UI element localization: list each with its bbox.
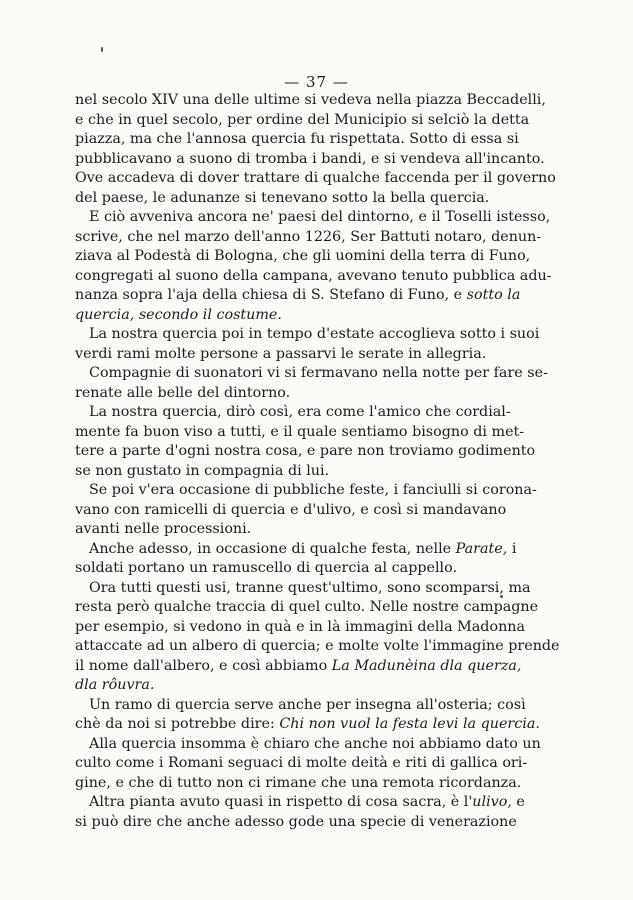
- text-line: [75, 306, 503, 326]
- text-line: [75, 657, 522, 677]
- text-run: tere a parte d'ogni nostra cosa, e pare non troviamo godimento: [75, 443, 536, 459]
- text-line: [75, 618, 526, 638]
- text-line: [75, 130, 519, 150]
- text-run: avanti nelle processioni.: [75, 521, 252, 537]
- text-line: [75, 481, 537, 501]
- text-run: attaccate ad un albero di quercia; e molte volte l'immagine prende: [75, 638, 560, 654]
- text-run: resta però qualche traccia di quel culto. Nelle nostre campagne: [75, 599, 539, 615]
- text-line: [75, 501, 507, 521]
- text-run: per esempio, si vedono in quà e in là immagini della Madonna: [75, 618, 526, 635]
- text-line: [75, 520, 503, 540]
- text-line: [75, 228, 542, 248]
- text-line: [75, 540, 517, 560]
- body-text: [75, 91, 560, 832]
- text-run: ziava al Podestà di Bologna, che gli uomini della terra di Funo,: [75, 248, 531, 264]
- text-run: se non gustato in compagnia di lui.: [75, 462, 330, 479]
- text-run: Ove accadeva di dover trattare di qualche faccenda per il governo: [75, 170, 556, 186]
- text-run: culto come i Romani seguaci di molte deità e riti di gallica ori-: [75, 755, 528, 771]
- text-run: scrive, che nel marzo dell'anno 1226, Ser Battuti notaro, denun-: [75, 228, 542, 245]
- text-run: La nostra quercia poi in tempo d'estate accoglieva sotto i suoi: [89, 326, 540, 342]
- text-line: [75, 189, 503, 209]
- text-line: [75, 325, 540, 345]
- text-run: nel secolo XIV una delle ultime si vedeva nella piazza Beccadelli,: [75, 92, 546, 108]
- text-run: mente fa buon viso a tutti, e il quale sentiamo bisogno di met-: [75, 423, 525, 440]
- page-number: — 37 —: [284, 73, 349, 91]
- text-line: [75, 696, 526, 716]
- text-run: Un ramo di quercia serve anche per insegna all'osteria; così: [89, 696, 526, 713]
- italic-text: quercia, secondo il costume.: [75, 306, 282, 323]
- text-run: renate alle belle del dintorno.: [75, 384, 291, 401]
- text-run: e: [511, 794, 525, 810]
- text-line: [75, 403, 511, 423]
- text-run: Altra pianta avuto quasi in rispetto di cosa sacra, è l': [89, 794, 473, 810]
- text-line: [75, 286, 521, 306]
- text-line: [75, 91, 546, 111]
- text-run: Anche adesso, in occasione di qualche festa, nelle: [89, 540, 456, 557]
- text-line: [75, 423, 525, 443]
- text-line: [75, 247, 531, 267]
- text-line: [75, 774, 522, 794]
- text-run: verdi rami molte persone a passarvi le serate in allegria.: [75, 345, 487, 362]
- italic-text: La Madunèina dla querza,: [331, 657, 522, 674]
- text-run: pubblicavano a suono di tromba i bandi, e si vendeva all'incanto.: [75, 150, 545, 167]
- italic-text: sotto la: [466, 287, 521, 303]
- text-line: [75, 579, 531, 599]
- italic-text: ulivo,: [472, 794, 512, 810]
- italic-text: Chi non vuol la festa levi la quercia.: [279, 716, 540, 732]
- text-run: La nostra quercia, dirò così, era come l'amico che cordial-: [89, 404, 511, 420]
- text-run: si può dire che anche adesso gode una specie di venerazione: [75, 813, 517, 830]
- text-line: [75, 598, 539, 618]
- text-run: soldati portano un ramuscello di quercia al cappello.: [75, 560, 458, 576]
- text-run: i: [507, 540, 517, 557]
- text-line: [75, 676, 503, 696]
- text-line: [75, 462, 503, 482]
- text-run: piazza, ma che l'annosa quercia fu rispettata. Sotto di essa si: [75, 131, 519, 147]
- italic-text: dla rôuvra.: [75, 677, 155, 693]
- text-run: il nome dall'albero, e così abbiamo: [75, 657, 332, 674]
- text-run: chè da noi si potrebbe dire:: [75, 716, 280, 732]
- text-line: [75, 715, 540, 735]
- text-line: [75, 559, 503, 579]
- text-line: [75, 793, 525, 813]
- text-line: [75, 150, 545, 170]
- text-run: del paese, le adunanze si tenevano sotto la bella quercia.: [75, 189, 490, 206]
- text-run: Compagnie di suonatori vi si fermavano nella notte per fare se-: [89, 365, 548, 381]
- text-run: Alla quercia insomma è chiaro che anche noi abbiamo dato un: [89, 735, 541, 752]
- text-run: Se poi v'era occasione di pubbliche feste, i fanciulli si corona-: [89, 482, 537, 498]
- text-line: [75, 364, 548, 384]
- text-run: E ciò avveniva ancora ne' paesi del dintorno, e il Toselli istesso,: [89, 209, 551, 225]
- text-line: [75, 637, 560, 657]
- italic-text: Parate,: [455, 540, 508, 557]
- text-line: [75, 111, 530, 131]
- text-run: e che in quel secolo, per ordine del Municipio si selciò la detta: [75, 111, 530, 128]
- text-run: gine, e che di tutto non ci rimane che una remota ricordanza.: [75, 774, 522, 791]
- text-line: [75, 384, 503, 404]
- text-line: [75, 442, 536, 462]
- text-run: nanza sopra l'aja della chiesa di S. Stefano di Funo, e: [75, 287, 467, 303]
- text-run: Ora tutti questi usi, tranne quest'ultimo, sono scomparsi, ma: [89, 579, 531, 596]
- text-line: [75, 754, 528, 774]
- text-line: [75, 813, 517, 833]
- text-line: [75, 267, 552, 287]
- text-line: [75, 345, 503, 365]
- text-line: [75, 169, 556, 189]
- scan-speck: [101, 47, 103, 52]
- text-run: congregati al suono della campana, avevano tenuto pubblica adu-: [75, 267, 552, 284]
- text-run: vano con ramicelli di quercia e d'ulivo, e così si mandavano: [75, 501, 507, 518]
- text-line: [75, 208, 551, 228]
- text-line: [75, 735, 541, 755]
